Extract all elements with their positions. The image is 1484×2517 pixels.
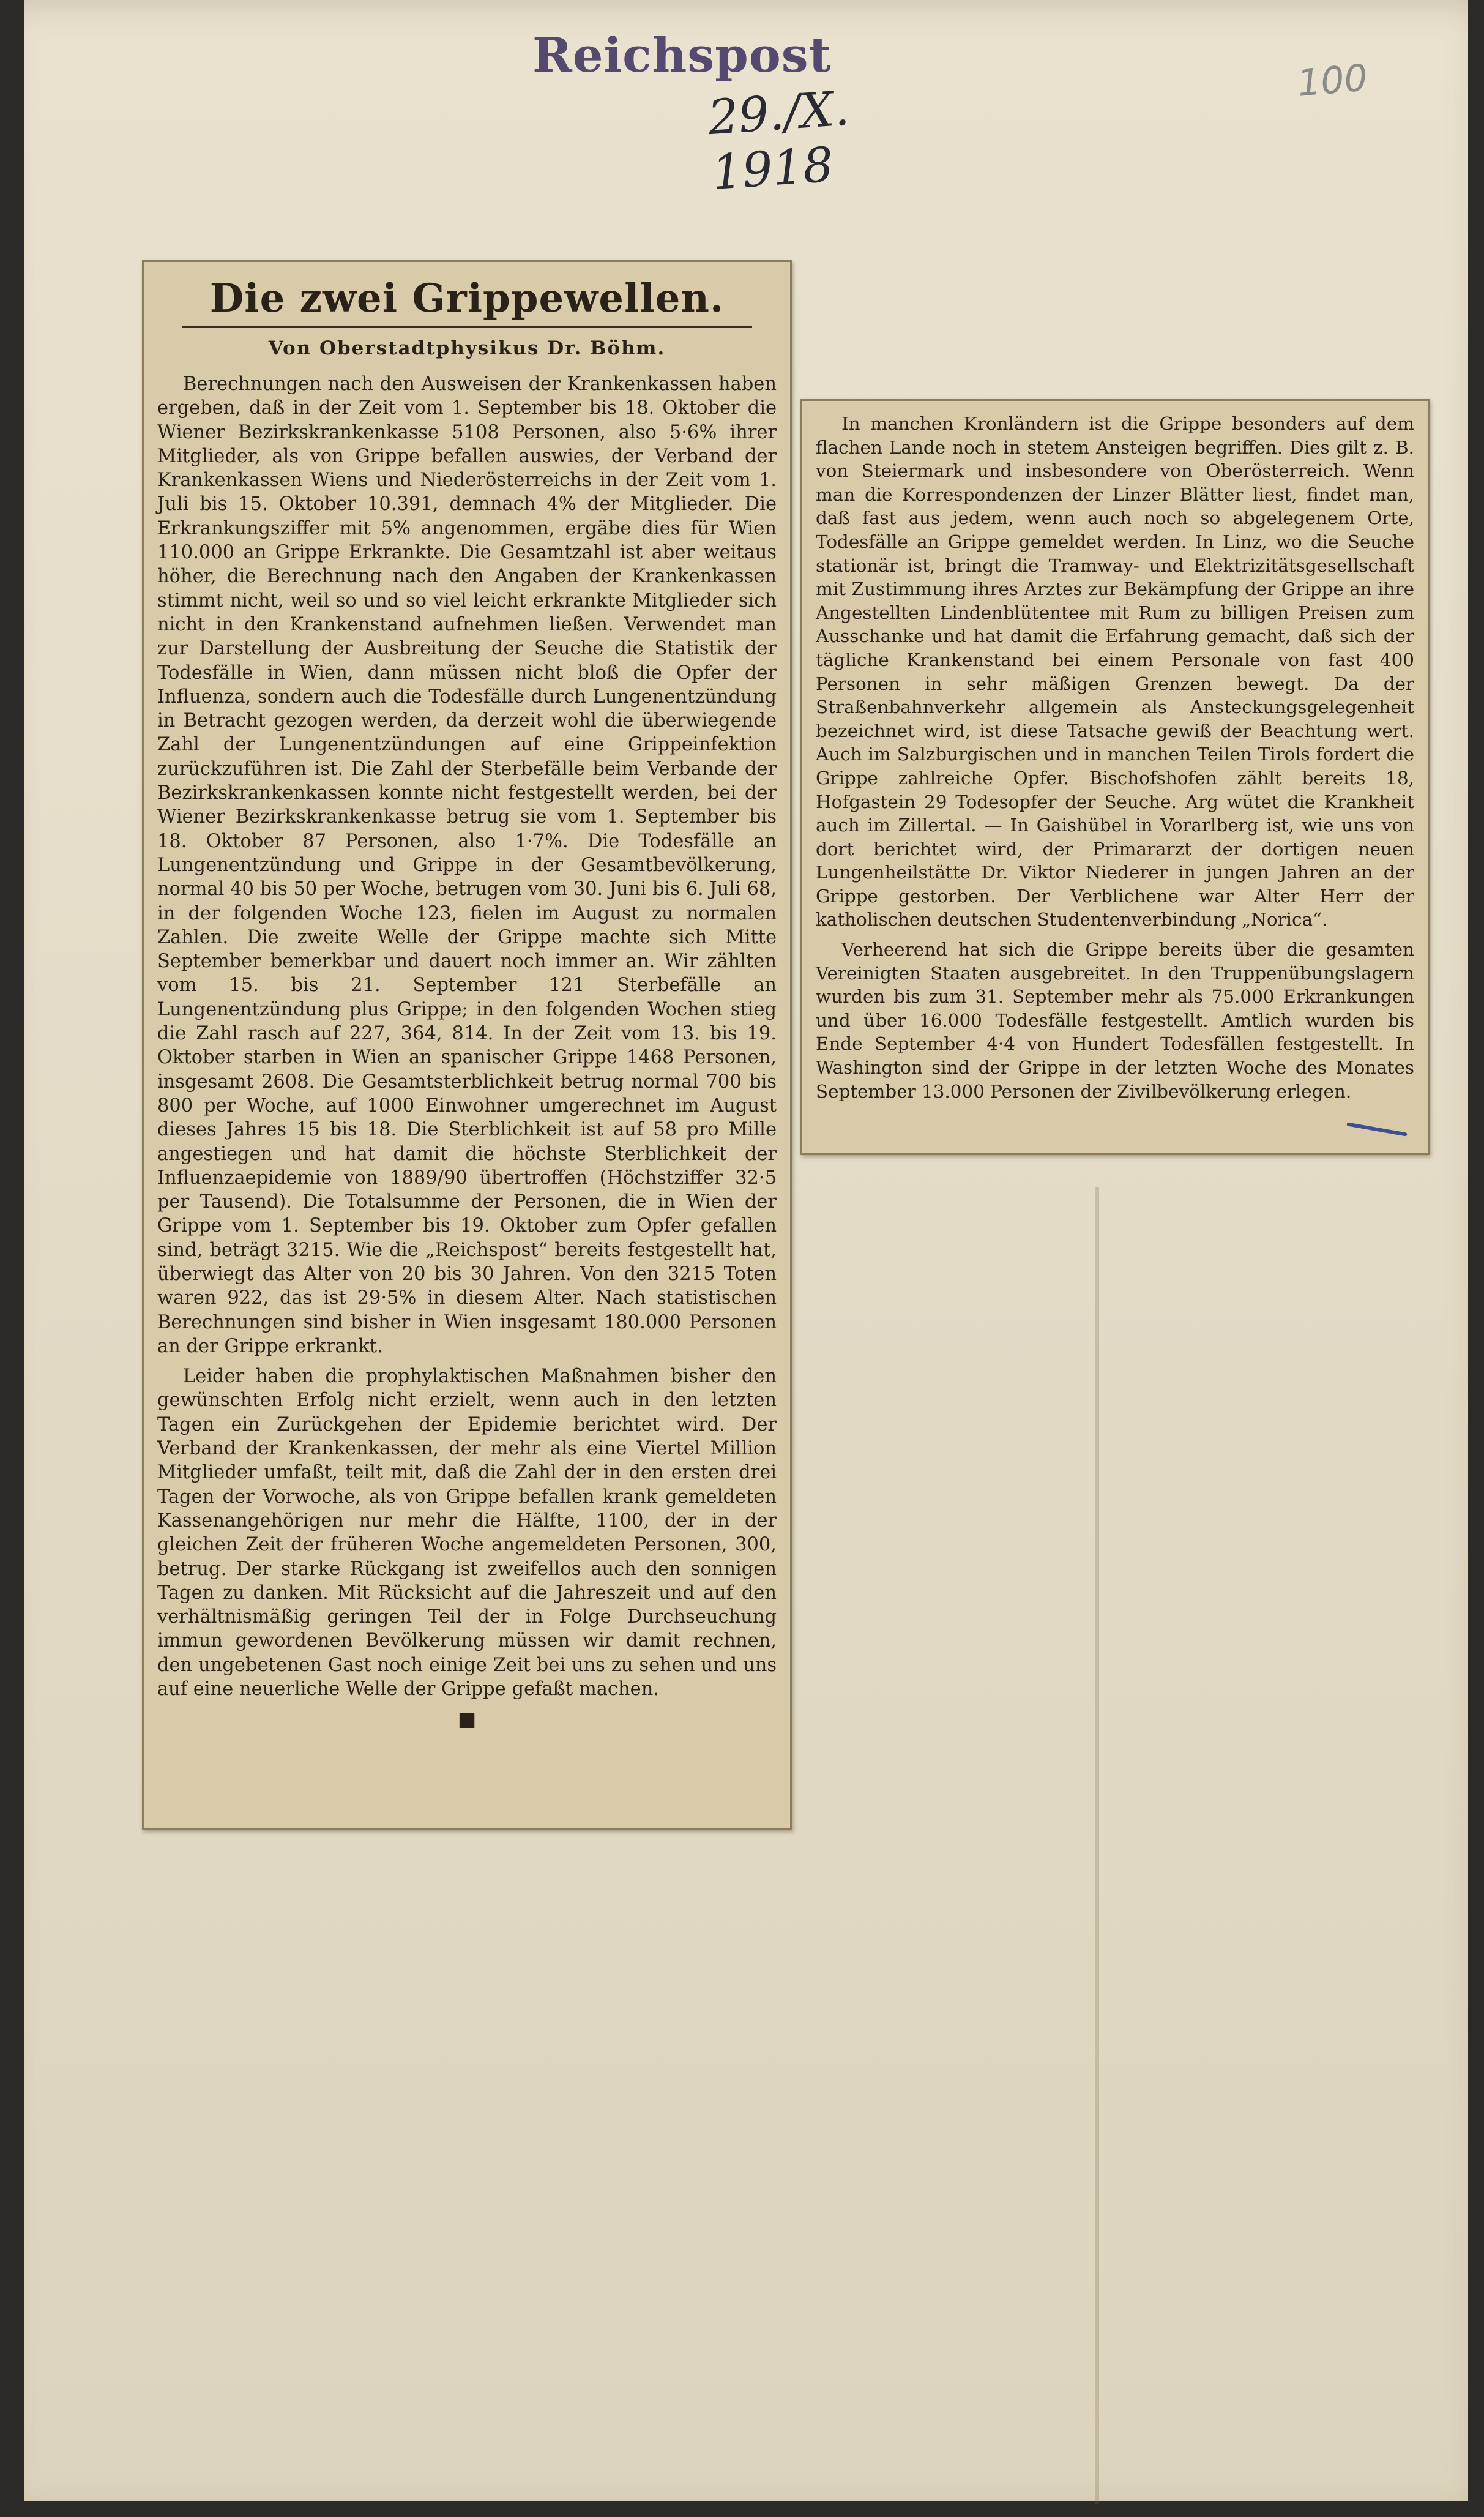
article-paragraph: Verheerend hat sich die Grippe bereits über die gesamten Vereinigten Staaten ausgebreitet. In den Truppenübungslagern wurden bis zum 31. September mehr als 75.000 Erkrankungen und über 16.000 Todesfälle festgestellt. Amtlich wurden bis Ende September 4·4 von Hundert Todesfällen festgestellt. In Washington sind der Grippe in der letzten Woche des Monates September 13.000 Personen der Zivilbevölkerung erlegen.: [816, 939, 1414, 1102]
handwritten-date: 29./X. 1918: [706, 81, 851, 201]
article-paragraph: Berechnungen nach den Ausweisen der Krankenkassen haben ergeben, daß in der Zeit vom 1. September bis 18. Oktober die Wiener Bezirkskrankenkasse 5108 Personen, also 5·6% ihrer Mitglieder, als von Grippe befallen auswies, der Verband der Krankenkassen Wiens und Niederösterreichs in der Zeit vom 1. Juli bis 15. Oktober 10.391, demnach 4% der Mitglieder. Die Erkrankungsziffer mit 5% angenommen, ergäbe dies für Wien 110.000 an Grippe Erkrankte. Die Gesamtzahl ist aber weitaus höher, die Berechnung nach den Angaben der Krankenkassen stimmt nicht, weil so und so viel leicht erkrankte Mitglieder sich nicht in den Krankenstand aufnehmen ließen. Verwendet man zur Darstellung der Ausbreitung der Seuche die Statistik der Todesfälle in Wien, dann müssen nicht bloß die Opfer der Influenza, sondern auch die Todesfälle durch Lungenentzündung in Betracht gezogen werden, da derzeit wohl die überwiegende Zahl der Lungenentzündungen auf eine Grippeinfektion zurückzuführen ist. Die Zahl der Sterbefälle beim Verbande der Bezirkskrankenkassen konnte nicht festgestellt werden, bei der Wiener Bezirkskrankenkasse betrug sie vom 1. September bis 18. Oktober 87 Personen, also 1·7%. Die Todesfälle an Lungenentzündung und Grippe in der Gesamtbevölkerung, normal 40 bis 50 per Woche, betrugen vom 30. Juni bis 6. Juli 68, in der folgenden Woche 123, fielen im August zu normalen Zahlen. Die zweite Welle der Grippe machte sich Mitte September bemerkbar und dauert noch immer an. Wir zählten vom 15. bis 21. September 121 Sterbefälle an Lungenentzündung plus Grippe; in den folgenden Wochen stieg die Zahl rasch auf 227, 364, 814. In der Zeit vom 13. bis 19. Oktober starben in Wien an spanischer Grippe 1468 Personen, insgesamt 2608. Die Gesamtsterblichkeit betrug normal 700 bis 800 per Woche, auf 1000 Einwohner umgerechnet im August dieses Jahres 15 bis 18. Die Sterblichkeit ist auf 58 pro Mille angestiegen und hat damit die höchste Sterblichkeit der Influenzaepidemie von 1889/90 übertroffen (Höchstziffer 32·5 per Tausend). Die Totalsumme der Personen, die in Wien der Grippe vom 1. September bis 19. Oktober zum Opfer gefallen sind, beträgt 3215. Wie die „Reichspost“ bereits festgestellt hat, überwiegt das Alter von 20 bis 30 Jahren. Von den 3215 Toten waren 922, das ist 29·5% in diesem Alter. Nach statistischen Berechnungen sind bisher in Wien insgesamt 180.000 Personen an der Grippe erkrankt.: [157, 373, 777, 1357]
clipping-left-column: [142, 260, 792, 1830]
end-mark: ■: [457, 1707, 477, 1731]
article-paragraph: In manchen Kronländern ist die Grippe besonders auf dem flachen Lande noch in stetem Ansteigen begriffen. Dies gilt z. B. von Steiermark und insbesondere von Oberösterreich. Wenn man die Korrespondenzen der Linzer Blätter liest, findet man, daß fast aus jedem, wenn auch noch so abgelegenem Orte, Todesfälle an Grippe gemeldet werden. In Linz, wo die Seuche stationär ist, bringt die Tramway- und Elektrizitätsgesellschaft mit Zustimmung ihres Arztes zur Bekämpfung der Grippe an ihre Angestellten Lindenblütentee mit Rum zu billigen Preisen zum Ausschanke und hat damit die Erfahrung gemacht, daß sich der tägliche Krankenstand bei einem Personale von fast 400 Personen in sehr mäßigen Grenzen bewegt. Da der Straßenbahnverkehr allgemein als Ansteckungsgelegenheit bezeichnet wird, ist diese Tatsache gewiß der Beachtung wert. Auch im Salzburgischen und in manchen Teilen Tirols fordert die Grippe zahlreiche Opfer. Bischofshofen zählt bereits 18, Hofgastein 29 Todesopfer der Seuche. Arg wütet die Krankheit auch im Zillertal. — In Gaishübel in Vorarlberg ist, wie uns von dort berichtet wird, der Primararzt der dortigen neuen Lungenheilstätte Dr. Viktor Niederer in jungen Jahren an der Grippe gestorben. Der Verblichene war Alter Herr der katholischen deutschen Studentenverbindung „Norica“.: [816, 413, 1414, 930]
scan-border-right: [1468, 0, 1484, 2517]
article-headline: Die zwei Grippewellen.: [209, 275, 725, 321]
page-number: 100: [1296, 56, 1370, 105]
headline-rule: [182, 326, 752, 328]
clipping-right-column: [800, 399, 1430, 1155]
article-paragraph: Leider haben die prophylaktischen Maßnahmen bisher den gewünschten Erfolg nicht erzielt, wenn auch in den letzten Tagen ein Zurückgehen der Epidemie berichtet wird. Der Verband der Krankenkassen, der mehr als eine Viertel Million Mitglieder umfaßt, teilt mit, daß die Zahl der in den ersten drei Tagen der Vorwoche, als von Grippe befallen krank gemeldeten Kassenangehörigen nur mehr die Hälfte, 1100, der in der gleichen Zeit der früheren Woche angemeldeten Personen, 300, betrug. Der starke Rückgang ist zweifellos auch den sonnigen Tagen zu danken. Mit Rücksicht auf die Jahreszeit und auf den verhältnismäßig geringen Teil der in Folge Durchseuchung immun gewordenen Bevölkerung müssen wir damit rechnen, den ungebetenen Gast noch einige Zeit bei uns zu sehen und uns auf eine neuerliche Welle der Grippe gefaßt machen.: [157, 1366, 777, 1700]
newspaper-stamp: Reichspost: [532, 28, 832, 83]
scan-border-bottom: [0, 2501, 1484, 2517]
scan-border-left: [0, 0, 24, 2517]
paper-fold-line: [1095, 1187, 1099, 2504]
article-byline: Von Oberstadtphysikus Dr. Böhm.: [268, 337, 666, 359]
